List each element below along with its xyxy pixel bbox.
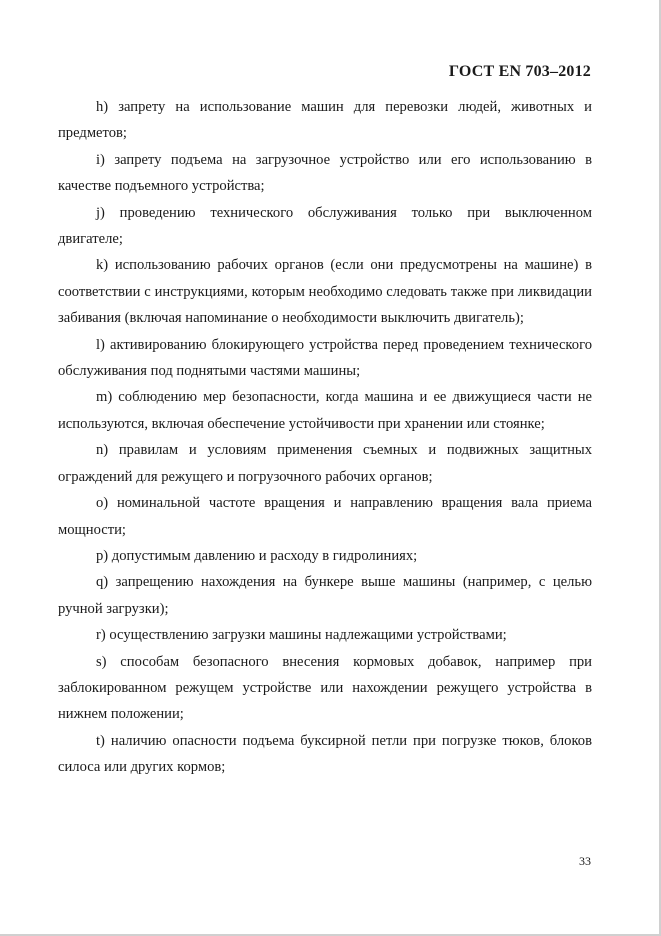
- document-body: [58, 94, 592, 781]
- list-item-p: p) допустимым давлению и расходу в гидролиниях;: [96, 547, 418, 564]
- document-header: ГОСТ EN 703–2012: [448, 63, 591, 80]
- list-item-n: n) правилам и условиям применения съемных и подвижных защитных ограждений для режущего и погрузочного рабочих органов;: [58, 442, 592, 485]
- list-item-h: h) запрету на использование машин для перевозки людей, животных и предметов;: [58, 99, 592, 142]
- list-item-l: l) активированию блокирующего устройства перед проведением технического обслуживания под поднятыми частями машины;: [58, 336, 592, 380]
- list-item-q: q) запрещению нахождения на бункере выше машины (например, с целью ручной загрузки);: [58, 574, 592, 617]
- list-item-s: s) способам безопасного внесения кормовых добавок, например при заблокированном режущем устройстве или нахождении режущего устройства в нижнем положении;: [58, 653, 592, 723]
- list-item-k: k) использованию рабочих органов (если они предусмотрены на машине) в соответствии с инструкциями, которым необходимо следовать также при ликвидации забивания (включая напоминание о необходимости выключить двигатель);: [58, 257, 592, 327]
- list-item-o: o) номинальной частоте вращения и направлению вращения вала приема мощности;: [58, 495, 592, 538]
- list-item-i: i) запрету подъема на загрузочное устройство или его использованию в качестве подъемного устройства;: [58, 151, 592, 195]
- list-item-j: j) проведению технического обслуживания только при выключенном двигателе;: [58, 204, 592, 248]
- list-item-t: t) наличию опасности подъема буксирной петли при погрузке тюков, блоков силоса или других кормов;: [58, 732, 592, 776]
- list-item-m: m) соблюдению мер безопасности, когда машина и ее движущиеся части не используются, включая обеспечение устойчивости при хранении или стоянке;: [58, 389, 592, 432]
- list-item-r: r) осуществлению загрузки машины надлежащими устройствами;: [96, 627, 507, 644]
- page-number: 33: [579, 854, 591, 868]
